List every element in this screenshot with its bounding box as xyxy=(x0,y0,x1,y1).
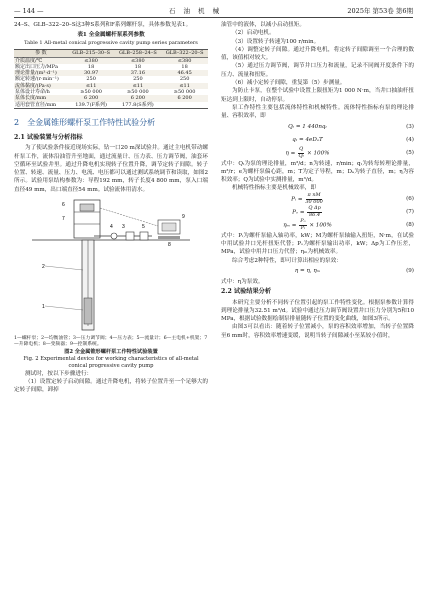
fraction xyxy=(305,193,323,205)
equation-number: (3) xyxy=(406,123,414,130)
fraction-denominator: Pᵢ xyxy=(300,224,306,231)
table-cell: 250 xyxy=(179,76,190,83)
equation-rhs: × 100% xyxy=(309,222,332,229)
fraction-denominator: Qₜ xyxy=(298,152,304,159)
issue-info: 2025年 第53卷 第6期 xyxy=(347,7,413,15)
table-header-row xyxy=(14,50,208,57)
table-header-cell: GLB–215–30–S xyxy=(72,50,111,57)
paragraph: （3）设置转子转速为100 r/min。 xyxy=(232,38,320,45)
equation-body: Qₜ = 1 440nqₜ xyxy=(288,123,327,130)
equation-number: (6) xyxy=(406,196,414,203)
equation-number: (7) xyxy=(406,209,414,216)
paragraph: 为防止卡泵，在整个试验中设置上限扭矩为1 000 N·m，当井口抽油杆扭矩达到上限时，自动停泵。 xyxy=(221,88,414,103)
paragraph: 机械特性指标主要是机械效率，即 xyxy=(232,185,316,192)
equation-number: (8) xyxy=(406,222,414,229)
callout-label: 1 xyxy=(42,304,45,311)
fraction-numerator: Q xyxy=(299,145,304,152)
section-number: 2 xyxy=(14,117,20,127)
paragraph: 测试时，按以下步骤进行： xyxy=(25,370,93,377)
table-header-cell: GLB–258–24–S xyxy=(118,50,157,57)
fraction-numerator: Pₒ xyxy=(300,218,306,225)
fraction xyxy=(299,219,306,231)
paragraph: 油管中的液体，以减小启动扭矩。 xyxy=(221,22,305,28)
paragraph: 式中：Pᵢ为螺杆泵输入轴功率，kW；M为螺杆泵轴输入扭矩，N·m，在试验中用试验井口光杆扭矩代替；Pₒ为螺杆泵输出功率，kW；Δp为工作压差，MPa，试验中用井口压力代替；ηₘ为机械效率。 xyxy=(221,232,414,256)
table-cell: ≥50 000 xyxy=(80,89,102,96)
fraction xyxy=(307,206,322,218)
equation xyxy=(221,134,414,147)
table-cell: 额定转速/(r·min⁻¹) xyxy=(15,76,59,83)
table-cell: 额定出口压力/MPa xyxy=(15,63,58,70)
equation-lhs: ηₘ = xyxy=(283,222,297,229)
equation-body: η = η, ηₘ xyxy=(294,268,321,275)
figure-caption xyxy=(14,349,208,370)
paragraph: （6）减小定转子间隙，重复第（5）步测量。 xyxy=(232,80,346,87)
table-cell: ≤380 xyxy=(84,57,98,64)
equation-lhs: Pᵢ = xyxy=(291,196,303,203)
section-heading xyxy=(14,118,208,128)
table-cell: 18 xyxy=(134,63,142,70)
table-cell: 泵体设计寿命/h xyxy=(15,89,50,96)
table-cell: ≤11 xyxy=(132,82,144,89)
paragraph: 式中：Qₜ为泵的理论排量，m³/d；n为转速，r/min；qₜ为转每转理论排量，m³/r；e为螺杆泵偏心距，m；T为定子导程，m；Dₐ为转子直径，m；η为容积效率；Q为试验中实测排量，m³/d。 xyxy=(221,160,414,184)
callout-label: 8 xyxy=(168,242,171,249)
callout-label: 4 xyxy=(110,224,113,231)
table-cell: 理论排量/(m³·d⁻¹) xyxy=(15,70,57,77)
table-cell: 37.16 xyxy=(130,70,146,77)
table-cell: ≤11 xyxy=(179,82,190,89)
experiment-diagram xyxy=(22,198,200,334)
table-header-cell: 参 数 xyxy=(35,50,47,57)
paragraph: 本研究主要分析不同转子位置引起的泵工作特性变化。根据泵参数计算得到理论排量为32.51 m³/d。试验中通过压力调节阀设置井口压力分别为5和10 MPa，根据试验数据绘制泵排量随转子位置的变化曲线，如图3所示。 xyxy=(221,299,414,323)
table-caption xyxy=(14,32,208,47)
table-cell: ≥50 000 xyxy=(127,89,149,96)
table-cell: 30.97 xyxy=(83,70,99,77)
equation-number: (4) xyxy=(406,136,414,143)
equation xyxy=(221,206,414,219)
equation xyxy=(221,219,414,232)
table-cell: 46.45 xyxy=(177,70,192,77)
paragraph: （2）启动电机。 xyxy=(232,30,275,37)
equation xyxy=(221,193,414,206)
journal-name: 石 油 机 械 xyxy=(168,7,223,15)
equation-body: qₜ = 4eDₐT xyxy=(292,136,323,143)
table-caption-cn: 表1 全金属螺杆泵系列参数 xyxy=(77,32,145,39)
table-row xyxy=(14,102,208,109)
equation-lhs: η = xyxy=(285,150,296,157)
table-cell: 18 xyxy=(181,63,188,70)
table-row xyxy=(14,57,208,64)
table-header-cell: GLB–322–20–S xyxy=(165,50,204,57)
subsection-heading: 2.2 试验结果分析 xyxy=(221,288,272,296)
section-title: 全金属锥形螺杆泵工作特性试验分析 xyxy=(27,117,156,127)
experiment-figure xyxy=(22,198,200,334)
table-cell: 介质温度/℃ xyxy=(15,57,43,64)
header-rule xyxy=(14,17,413,18)
table-cell: ≤380 xyxy=(130,57,145,64)
parameter-table xyxy=(14,49,208,109)
callout-label: 7 xyxy=(62,216,65,223)
paragraph: 为了使试验条件接近现场实际，钻一口20 m深试验井。通过主电机带动螺杆泵工作，流体沿油管升至地面，通过流量计、压力表、压力调节阀，油套环空循环至试验井里。通过升降电机实现转子位置升降，调节定转子间隙。转子位置、转速、流量、压力、电流、电压都可以通过测试系统调节和读取，如图2所示。试验用泵结构参数为：导程192 mm，转子长度4 800 mm，泵入口端直径49 mm，出口端直径54 mm。试验流体用清水。 xyxy=(14,145,208,193)
fraction xyxy=(298,147,304,159)
paragraph: （5）通过压力调节阀，调节井口压力和流量，记录不同阀开度条件下的压力、流量和扭矩。 xyxy=(221,63,414,78)
subsection-heading: 2.1 试验装置与分析指标 xyxy=(14,133,83,141)
equation-number: (5) xyxy=(406,149,414,156)
right-column xyxy=(221,21,414,340)
table-cell xyxy=(161,102,208,109)
figure-caption-en: Fig. 2 Experimental device for working characteristics of all-metal conical progressive cavity pump xyxy=(23,355,199,369)
fraction-denominator: 86.4 xyxy=(309,211,321,218)
table-cell: 177.8(S系列) xyxy=(122,101,154,108)
callout-label: 6 xyxy=(62,202,65,209)
table-cell: 泵体长度/mm xyxy=(15,95,47,102)
callout-label: 5 xyxy=(142,224,145,231)
fraction-numerator: π nM xyxy=(307,192,321,199)
paragraph: （4）调整定转子间隙。通过升降电机，将定转子间隙调至一个合理的数值，该值相对较大。 xyxy=(221,46,414,62)
equation xyxy=(221,121,414,134)
table-cell: 139.7(F系列) xyxy=(75,101,107,108)
fraction-denominator: 30 000 xyxy=(305,198,323,205)
table-cell: ≤380 xyxy=(177,57,192,64)
callout-label: 2 xyxy=(42,264,45,271)
table-cell: 250 xyxy=(86,76,96,83)
table-cell: 6 200 xyxy=(177,95,192,102)
equation-rhs: × 100% xyxy=(307,150,330,157)
equation-lhs: Pₒ = xyxy=(292,209,305,216)
table-cell: 适用套管直径/mm xyxy=(15,101,57,108)
table-cell: 6 200 xyxy=(130,95,146,102)
table-cell: 250 xyxy=(133,76,143,83)
table-cell: 18 xyxy=(87,63,95,70)
page-number: — 144 — xyxy=(14,6,44,15)
figure-caption-cn: 图2 全金属锥形螺杆泵工作特性试验装置 xyxy=(64,348,158,355)
callout-label: 3 xyxy=(122,224,125,231)
table-cell: 流体黏度/(Pa·s) xyxy=(15,82,51,89)
equation-number: (9) xyxy=(406,268,414,275)
paragraph: 式中：η为泵效。 xyxy=(221,278,264,285)
left-column xyxy=(14,21,208,395)
running-header xyxy=(14,5,413,16)
table-cell: ≥50 000 xyxy=(173,89,196,96)
table-cell: ≤11 xyxy=(85,82,97,89)
equation xyxy=(221,147,414,160)
paragraph: 泵工作特性主要包括流体特性和机械特性。流体特性指标有泵的理论排量、容积效率，即 xyxy=(221,104,414,120)
paragraph: （1）设置定转子启动间隙。通过升降电机，将转子位置升至一个足够大的定转子间隙，卸掉 xyxy=(14,379,208,394)
paragraph: 综合考虑2种特性，即可计算出相应的泵效： xyxy=(232,257,342,264)
table-caption-en: Table 1 All-metal conical progressive cavity pump series parameters xyxy=(24,39,198,46)
figure-legend: 1—螺杆泵；2—均衡油管；3—压力调节阀；4—压力表；5—流量计；6—主电机+机架；7—升降电机；8—变频器；9—控制系统。 xyxy=(14,336,208,348)
equation xyxy=(221,265,414,278)
fraction-numerator: Q Δp xyxy=(308,205,321,212)
paragraph: 由图3可以看出：随着转子位置减小，泵的容积效率增加，当转子位置降至6 mm时，容积效率增速变缓，说明当转子间隙减小至某较小值时， xyxy=(221,324,414,339)
table-cell: 6 200 xyxy=(83,95,99,102)
callout-label: 9 xyxy=(182,214,185,221)
intro-text: 24–S、GLB–322–20–S这3种S系列和F系列螺杆泵，具体参数见表1。 xyxy=(14,22,192,28)
